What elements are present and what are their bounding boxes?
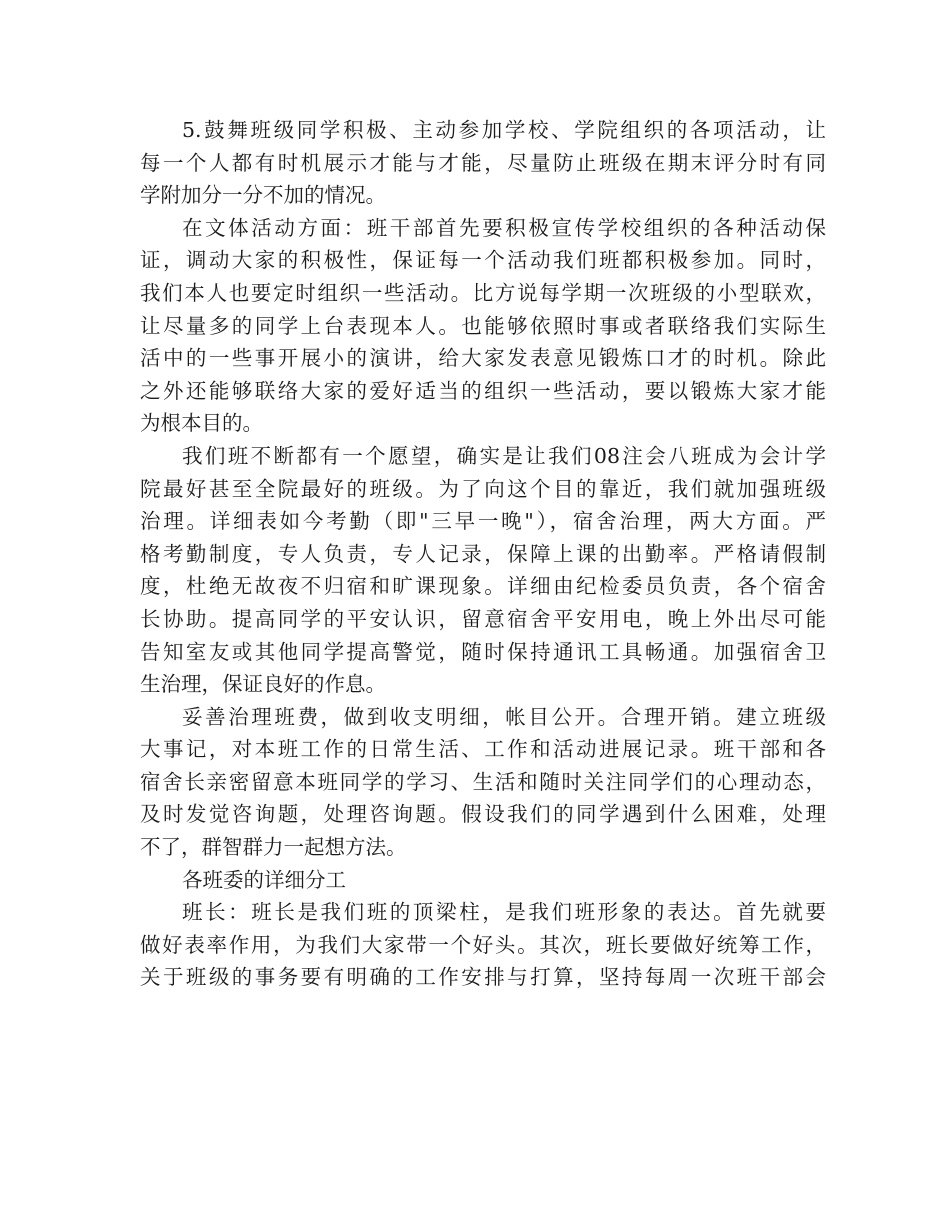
text-line: 大事记，对本班工作的日常生活、工作和活动进展记录。班干部和各 [140, 737, 826, 762]
text-line: 做好表率作用，为我们大家带一个好头。其次，班长要做好统筹工作， [140, 932, 826, 957]
text-line: 我们班不断都有一个愿望，确实是让我们08注会八班成为会计学 [182, 443, 826, 468]
text-line: 每一个人都有时机展示才能与才能，尽量防止班级在期末评分时有同 [140, 150, 826, 175]
text-line: 告知室友或其他同学提高警觉，随时保持通讯工具畅通。加强宿舍卫 [140, 639, 826, 664]
text-line: 为根本目的。 [140, 411, 263, 436]
text-line: 班长：班长是我们班的顶梁柱，是我们班形象的表达。首先就要 [182, 900, 826, 925]
text-line: 让尽量多的同学上台表现本人。也能够依照时事或者联络我们实际生 [140, 313, 826, 338]
text-line: 之外还能够联络大家的爱好适当的组织一些活动，要以锻炼大家才能 [140, 378, 826, 403]
text-line: 院最好甚至全院最好的班级。为了向这个目的靠近，我们就加强班级 [140, 476, 826, 501]
text-line: 生治理，保证良好的作息。 [140, 672, 386, 697]
text-line: 学附加分一分不加的情况。 [140, 183, 386, 208]
text-line: 活中的一些事开展小的演讲，给大家发表意见锻炼口才的时机。除此 [140, 346, 826, 371]
text-line: 治理。详细表如今考勤（即"三早一晚"），宿舍治理，两大方面。严 [140, 509, 826, 534]
text-line: 关于班级的事务要有明确的工作安排与打算，坚持每周一次班干部会 [140, 965, 826, 990]
text-line: 妥善治理班费，做到收支明细，帐目公开。合理开销。建立班级 [182, 704, 826, 729]
text-line: 不了，群智群力一起想方法。 [140, 835, 407, 860]
text-line: 长协助。提高同学的平安认识，留意宿舍平安用电，晚上外出尽可能 [140, 606, 826, 631]
text-line: 宿舍长亲密留意本班同学的学习、生活和随时关注同学们的心理动态， [140, 769, 826, 794]
text-line: 5.鼓舞班级同学积极、主动参加学校、学院组织的各项活动，让 [182, 118, 826, 142]
text-line: 在文体活动方面：班干部首先要积极宣传学校组织的各种活动保 [182, 215, 826, 240]
section-heading: 各班委的详细分工 [182, 867, 346, 892]
text-line: 及时发觉咨询题，处理咨询题。假设我们的同学遇到什么困难，处理 [140, 802, 826, 827]
text-line: 我们本人也要定时组织一些活动。比方说每学期一次班级的小型联欢， [140, 280, 826, 305]
text-line: 度，杜绝无故夜不归宿和旷课现象。详细由纪检委员负责，各个宿舍 [140, 574, 826, 599]
text-line: 格考勤制度，专人负责，专人记录，保障上课的出勤率。严格请假制 [140, 541, 826, 566]
document-body [140, 114, 826, 994]
text-line: 证，调动大家的积极性，保证每一个活动我们班都积极参加。同时， [140, 248, 826, 273]
